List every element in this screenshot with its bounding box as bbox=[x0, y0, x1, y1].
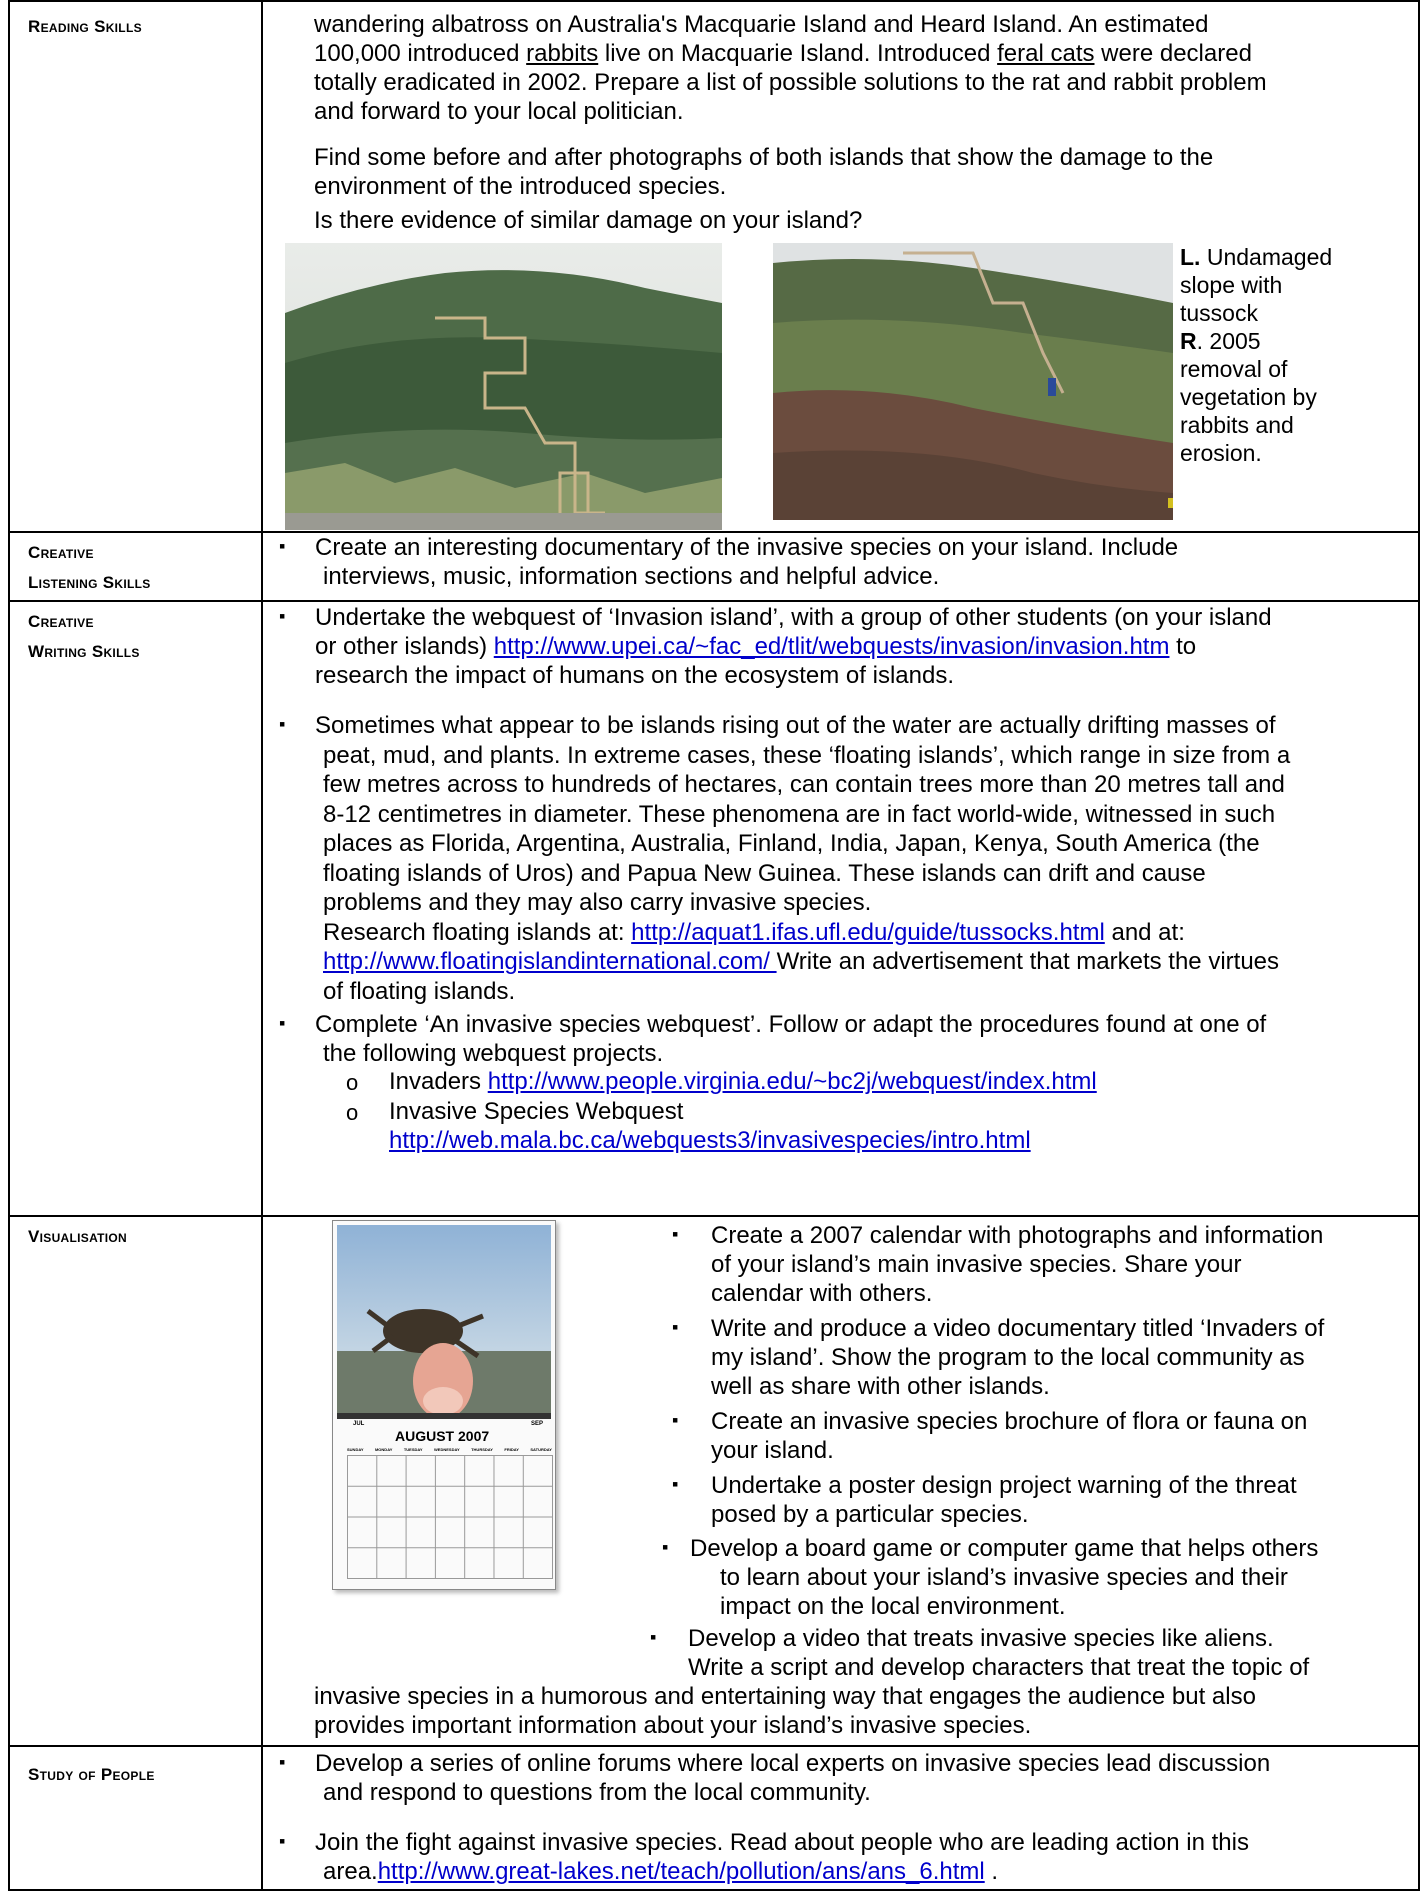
reading-paragraph-2: Find some before and after photographs of both islands that show the damage to the environment of the introduced species. bbox=[314, 144, 1214, 200]
table-border-bottom bbox=[8, 1889, 1420, 1891]
bullet-marker: ▪ bbox=[279, 1831, 286, 1851]
writing-item-floating-islands: Sometimes what appear to be islands rising out of the water are actually drifting masses of peat, mud, and plants. In extreme cases, these ‘floating islands’, which range in size from a few metres across to hundreds of hectares, can contain trees more than 20 metres tall and 8-12 centimetres in diameter. These phenomena are in fact world-wide, witnessed in such places as Florida, Argentina, Australia, Finland, India, Japan, Kenya, South America (the floating islands of Uros) and Papua New Guinea. These islands can drift and cause problems and they may also carry invasive species. Research floating islands at: http://aquat1.ifas.ufl.edu/guide/tussocks.html and at: http://www.floatingislandinternational.com/ Write an advertisement that markets the virtues of floating islands. bbox=[315, 712, 1291, 1005]
reading-question: Is there evidence of similar damage on your island? bbox=[314, 207, 863, 234]
invasion-island-link[interactable]: http://www.upei.ca/~fac_ed/tlit/webquests/invasion/invasion.htm bbox=[493, 633, 1170, 660]
great-lakes-link[interactable]: http://www.great-lakes.net/teach/pollution/ans/ans_6.html bbox=[377, 1858, 985, 1885]
document-table bbox=[8, 0, 1420, 1891]
visual-item-video-documentary: Write and produce a video documentary titled ‘Invaders of my island’. Show the program to the local community as well as share with other islands. bbox=[711, 1315, 1325, 1400]
calendar-day-label: TUESDAY bbox=[403, 1447, 423, 1452]
people-item-forums: Develop a series of online forums where local experts on invasive species lead discussion and respond to questions from the local community. bbox=[315, 1750, 1271, 1806]
visual-item-calendar: Create a 2007 calendar with photographs and information of your island’s main invasive species. Share your calendar with others. bbox=[711, 1222, 1324, 1307]
visual-item-brochure: Create an invasive species brochure of flora or fauna on your island. bbox=[711, 1408, 1308, 1464]
bullet-marker: ▪ bbox=[279, 714, 286, 734]
table-border-right bbox=[1418, 0, 1420, 1891]
rabbits-term: rabbits bbox=[526, 40, 599, 67]
heading-visualisation: Visualisation bbox=[28, 1227, 128, 1246]
listening-item: Create an interesting documentary of the invasive species on your island. Include interviews, music, information sections and helpful advice. bbox=[315, 534, 1179, 590]
row-divider bbox=[8, 1745, 1420, 1747]
heading-creative-listening: Creative Listening Skills bbox=[28, 543, 151, 592]
feral-cats-term: feral cats bbox=[997, 40, 1095, 67]
heading-reading-skills: Reading Skills bbox=[28, 17, 142, 36]
bullet-marker: ▪ bbox=[279, 536, 286, 556]
visual-item-aliens-video: Develop a video that treats invasive species like aliens. Write a script and develop characters that treat the topic of bbox=[688, 1625, 1310, 1681]
calendar-weekdays bbox=[347, 1447, 552, 1452]
tussocks-link[interactable]: http://aquat1.ifas.ufl.edu/guide/tussocks.html bbox=[631, 918, 1105, 946]
photo-caption: L. Undamaged slope with tussock R. 2005 removal of vegetation by rabbits and erosion. bbox=[1180, 244, 1333, 466]
bullet-marker: ▪ bbox=[279, 606, 286, 626]
eroded-slope-photo bbox=[773, 243, 1173, 520]
writing-item-webquest: Undertake the webquest of ‘Invasion island’, with a group of other students (on your island or other islands) http://www.upei.ca/~fac_ed/tlit/webquests/invasion/invasion.htm to research the impact of humans on the ecosystem of islands. bbox=[315, 604, 1272, 689]
visual-item-poster: Undertake a poster design project warning of the threat posed by a particular species. bbox=[711, 1472, 1297, 1528]
calendar-grid bbox=[347, 1455, 553, 1579]
calendar-day-label: FRIDAY bbox=[504, 1447, 519, 1452]
invasive-species-webquest-link[interactable]: http://web.mala.bc.ca/webquests3/invasivespecies/intro.html bbox=[389, 1127, 1031, 1154]
bullet-marker: ▪ bbox=[672, 1317, 679, 1337]
webquest-invasive-species: Invasive Species Webquest http://web.mala.bc.ca/webquests3/invasivespecies/intro.html bbox=[389, 1098, 1031, 1154]
calendar-day-label: WEDNESDAY bbox=[434, 1447, 460, 1452]
bullet-marker: ▪ bbox=[672, 1224, 679, 1244]
visual-item-aliens-video-cont: invasive species in a humorous and entertaining way that engages the audience but also provides important information about your island’s invasive species. bbox=[314, 1683, 1256, 1739]
bullet-marker: ▪ bbox=[279, 1752, 286, 1772]
calendar-month-label: AUGUST 2007 bbox=[395, 1428, 490, 1444]
writing-item-invasive-webquest: Complete ‘An invasive species webquest’. Follow or adapt the procedures found at one of the following webquest projects. bbox=[315, 1011, 1267, 1067]
calendar-day-label: SUNDAY bbox=[347, 1447, 364, 1452]
bullet-marker: ▪ bbox=[672, 1410, 679, 1430]
people-item-join-fight: Join the fight against invasive species. Read about people who are leading action in this area.http://www.great-lakes.net/teach/pollution/ans/ans_6.html . bbox=[315, 1829, 1249, 1885]
bullet-marker: ▪ bbox=[279, 1013, 286, 1033]
floating-island-international-link[interactable]: http://www.floatingislandinternational.com/ bbox=[323, 948, 777, 975]
bullet-marker: ▪ bbox=[662, 1537, 669, 1557]
heading-study-of-people: Study of People bbox=[28, 1765, 155, 1784]
heading-creative-writing: Creative Writing Skills bbox=[28, 612, 140, 661]
undamaged-slope-photo bbox=[285, 243, 722, 530]
table-border-left bbox=[8, 0, 10, 1891]
bullet-marker: ▪ bbox=[672, 1474, 679, 1494]
reading-paragraph-1: wandering albatross on Australia's Macquarie Island and Heard Island. An estimated 100,000 introduced rabbits live on Macquarie Island. Introduced feral cats were declared totally eradicated in 2002. Prepare a list of possible solutions to the rat and rabbit problem and forward to your local politician. bbox=[314, 11, 1267, 125]
row-divider bbox=[8, 1215, 1420, 1217]
bullet-marker: ▪ bbox=[650, 1627, 657, 1647]
calendar-day-label: MONDAY bbox=[374, 1447, 393, 1452]
calendar-prev-month: JUL bbox=[353, 1421, 365, 1427]
row-divider bbox=[8, 600, 1420, 602]
calendar-next-month: SEP bbox=[531, 1421, 544, 1427]
sub-bullet-marker: o bbox=[346, 1070, 359, 1095]
table-border-top bbox=[8, 0, 1420, 2]
calendar-day-label: THURSDAY bbox=[471, 1447, 493, 1452]
calendar-day-label: SATURDAY bbox=[530, 1447, 552, 1452]
invaders-webquest-link[interactable]: http://www.people.virginia.edu/~bc2j/webquest/index.html bbox=[487, 1068, 1097, 1095]
table-divider bbox=[261, 0, 263, 1891]
sub-bullet-marker: o bbox=[346, 1100, 359, 1125]
visual-item-board-game: Develop a board game or computer game that helps others to learn about your island’s invasive species and their impact on the local environment. bbox=[690, 1535, 1319, 1620]
webquest-invaders: Invaders http://www.people.virginia.edu/~bc2j/webquest/index.html bbox=[389, 1068, 1097, 1095]
